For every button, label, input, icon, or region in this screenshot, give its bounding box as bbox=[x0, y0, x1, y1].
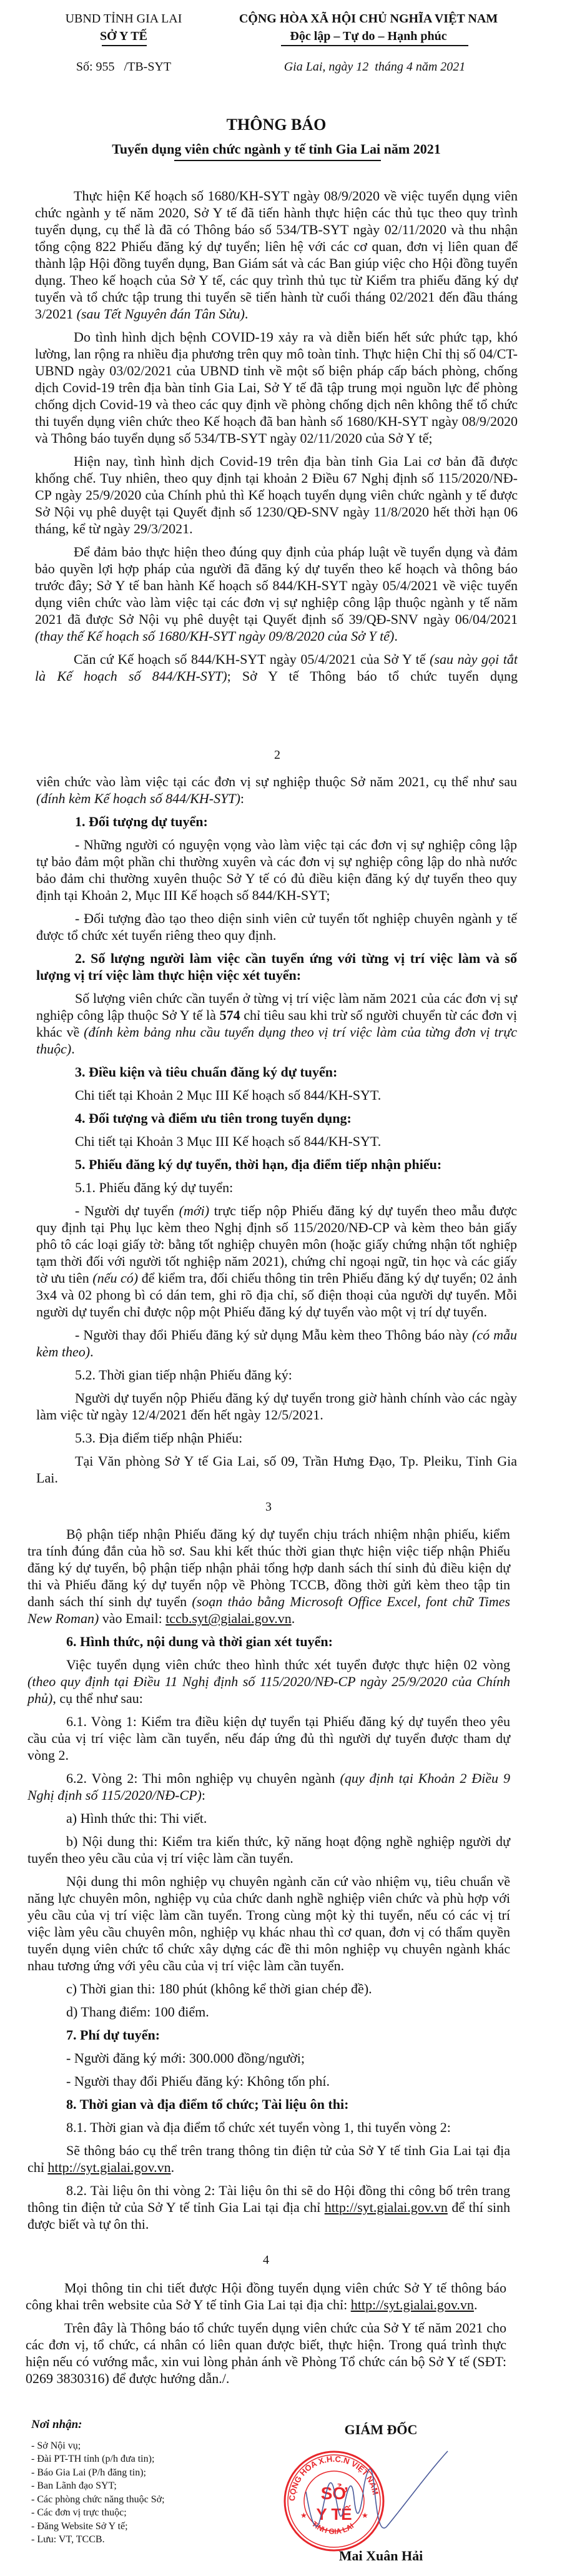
text: 3. Điều kiện và tiêu chuẩn đăng ký dự tuyển: bbox=[75, 1064, 338, 1080]
italic-text: (sau Tết Nguyên đán Tân Sửu) bbox=[76, 306, 245, 322]
paragraph bbox=[27, 1833, 510, 1867]
text: Mọi thông tin chi tiết được Hội đồng tuyển dụng viên chức Sở Y tế thông báo công khai trên website của Sở Y tế tỉnh Gia Lai tại địa chỉ: bbox=[26, 2280, 506, 2312]
text: Sẽ thông báo cụ thể trên trang thông tin điện tử của Sở Y tế tỉnh Gia Lai tại địa chỉ bbox=[27, 2143, 510, 2175]
text: Chi tiết tại Khoản 2 Mục III Kế hoạch số 844/KH-SYT. bbox=[75, 1087, 382, 1103]
italic-text: (đính kèm bảng nhu cầu tuyển dụng theo vị trí việc làm của từng đơn vị trực thuộc) bbox=[36, 1024, 518, 1057]
paragraph bbox=[36, 910, 517, 944]
text: d) Thang điểm: 100 điểm. bbox=[66, 2004, 209, 2020]
recipient-item: - Báo Gia Lai (P/h đăng tin); bbox=[31, 2467, 146, 2478]
recipient-item: - Ban Lãnh đạo SYT; bbox=[31, 2480, 117, 2491]
section-heading bbox=[27, 2026, 510, 2043]
page-number: 4 bbox=[263, 2253, 269, 2267]
text: trực tiếp nộp Phiếu đăng ký dự tuyển theo mẫu được quy định tại Phụ lục kèm theo Nghị định số 115/2020/NĐ-CP và kèm theo bản giấy phô tô các loại giấy tờ: bằng tốt nghiệp chuyên môn (hoặc giấy chứng nhận tốt nghiệp tạm thời đối với người tốt nghiệp năm 2021), chứng chỉ ngoại ngữ, tin học và các giấy tờ ưu tiên bbox=[36, 1203, 518, 1286]
paragraph bbox=[36, 1389, 517, 1423]
text: 7. Phí dự tuyển: bbox=[66, 2027, 160, 2043]
text: 5.1. Phiếu đăng ký dự tuyển: bbox=[75, 1180, 234, 1195]
paragraph bbox=[26, 2279, 506, 2313]
official-stamp-and-signature bbox=[278, 2448, 459, 2554]
document-subtitle: Tuyển dụng viên chức ngành y tế tỉnh Gia Lai năm 2021 bbox=[112, 141, 441, 157]
svg-text:★: ★ bbox=[300, 2511, 307, 2520]
paragraph bbox=[36, 773, 517, 807]
paragraph bbox=[35, 651, 518, 684]
text: 5.3. Địa điểm tiếp nhận Phiếu: bbox=[75, 1430, 243, 1446]
text: a) Hình thức thi: Thi viết. bbox=[66, 1810, 207, 1826]
recipients-title: Nơi nhận: bbox=[31, 2418, 82, 2431]
text: Thực hiện Kế hoạch số 1680/KH-SYT ngày 08/9/2020 về việc tuyển dụng viên chức ngành y tế năm 2020, Sở Y tế đã tiến hành thực hiện các thủ tục theo quy trình tuyển dụng, cụ thể là đã có Thông báo số 534/TB-SYT ngày 02/11/2020 và thu nhận tổng cộng 822 Phiếu đăng ký dự tuyển; liên hệ với các cơ quan, đơn vị liên quan để thành lập Hội đồng tuyển dụng, Ban Giám sát và các Ban giúp việc cho Hội đồng tuyển dụng. Theo kế hoạch của Sở Y tế, các quy trình thủ tục từ Kiểm tra phiếu đăng ký dự tuyển và tổ chức tập trung thi tuyển sẽ tiến hành từ cuối tháng 02/2021 đến đầu tháng 3/2021 bbox=[35, 188, 518, 322]
text: : bbox=[201, 1787, 206, 1803]
text: c) Thời gian thi: 180 phút (không kể thời gian chép đề). bbox=[66, 1981, 372, 1996]
recipients-block bbox=[31, 2418, 165, 2547]
agency-underline bbox=[102, 45, 147, 46]
signer-name: Mai Xuân Hải bbox=[338, 2548, 423, 2564]
text: . bbox=[473, 2297, 478, 2312]
text: - Người đăng ký mới: 300.000 đồng/người; bbox=[66, 2050, 305, 2066]
italic-text: (có mẫu kèm theo) bbox=[36, 1327, 518, 1360]
italic-text: (theo quy định tại Điều 11 Nghị định số 115/2020/NĐ-CP ngày 25/9/2020 của Chính phủ) bbox=[27, 1674, 510, 1706]
italic-text: (quy định tại Khoản 2 Điều 9 Nghị định số 115/2020/NĐ-CP) bbox=[27, 1770, 510, 1803]
italic-text: (nếu có) bbox=[92, 1270, 139, 1286]
text: chỉ tiêu sau khi trừ số người chuyển từ các đơn vị khác về bbox=[36, 1007, 517, 1040]
text: . bbox=[71, 1041, 75, 1057]
text: vào Email: bbox=[99, 1611, 166, 1626]
paragraph bbox=[35, 187, 518, 322]
text: - Người thay đổi Phiếu đăng ký: Không tốn phí. bbox=[66, 2073, 330, 2089]
paragraph bbox=[36, 990, 517, 1057]
paragraph bbox=[27, 1980, 510, 1997]
svg-text:CỘNG HÒA X.H.C.N VIỆT NAM: CỘNG HÒA X.H.C.N VIỆT NAM bbox=[287, 2454, 381, 2502]
paragraph bbox=[27, 1873, 510, 1974]
text: Việc tuyển dụng viên chức theo hình thức xét tuyển được thực hiện 02 vòng bbox=[66, 1657, 510, 1672]
paragraph bbox=[36, 1133, 517, 1150]
document-title: THÔNG BÁO bbox=[226, 116, 327, 134]
paragraph bbox=[26, 2319, 506, 2387]
text: , cụ thể như sau: bbox=[52, 1690, 143, 1706]
agency-parent: UBND TỈNH GIA LAI bbox=[65, 12, 182, 26]
nation-title: CỘNG HÒA XÃ HỘI CHỦ NGHĨA VIỆT NAM bbox=[239, 12, 498, 26]
svg-text:SỞ: SỞ bbox=[320, 2484, 348, 2503]
paragraph bbox=[27, 1526, 510, 1627]
link[interactable]: http://syt.gialai.gov.vn bbox=[47, 2159, 171, 2175]
text: 8. Thời gian và địa điểm tổ chức; Tài liệu ôn thi: bbox=[66, 2096, 349, 2112]
text: Bộ phận tiếp nhận Phiếu đăng ký dự tuyển chịu trách nhiệm nhận phiếu, kiểm tra tính đúng đắn của hồ sơ. Sau khi kết thúc thời gian thực hiện việc tiếp nhận Phiếu đăng ký dự tuyển, bộ phận tiếp nhận phải tổng hợp danh sách thí sinh đủ điều kiện dự thi và Phiếu đăng ký dự tuyển nộp về Phòng TCCB, đồng thời gửi kèm theo tập tin danh sách thí sinh dự tuyển bbox=[27, 1526, 510, 1609]
text: Căn cứ Kế hoạch số 844/KH-SYT ngày 05/4/2021 của Sở Y tế bbox=[74, 651, 430, 667]
italic-text: (soạn thảo bằng Microsoft Office Excel, font chữ Times New Roman) bbox=[27, 1594, 510, 1626]
text: để thí sinh được biết và tự ôn thi. bbox=[27, 2199, 511, 2232]
text: ; Sở Y tế Thông báo tổ chức tuyển dụng bbox=[227, 668, 518, 684]
paragraph bbox=[27, 2073, 510, 2090]
text: 6. Hình thức, nội dung và thời gian xét tuyển: bbox=[66, 1634, 333, 1649]
paragraph bbox=[36, 1366, 517, 1383]
text: để kiểm tra, đối chiếu thông tin trên Phiếu đăng ký dự tuyển; 02 ảnh 3x4 và 02 phong bì có dán tem, ghi rõ địa chỉ, số điện thoại của người dự tuyển. Mỗi người dự tuyển chỉ được nộp một Phiếu đăng ký dự tuyển vào một vị trí dự tuyển. bbox=[36, 1270, 517, 1320]
link[interactable]: http://syt.gialai.gov.vn bbox=[324, 2199, 448, 2215]
text: 5.2. Thời gian tiếp nhận Phiếu đăng ký: bbox=[75, 1367, 292, 1383]
paragraph bbox=[27, 1770, 510, 1804]
paragraph bbox=[27, 2182, 510, 2233]
paragraph bbox=[36, 1179, 517, 1196]
svg-text:Y TẾ: Y TẾ bbox=[316, 2505, 352, 2524]
recipient-item: - Sở Nội vụ; bbox=[31, 2440, 81, 2451]
text: Số lượng viên chức cần tuyển ở từng vị trí việc làm năm 2021 của các đơn vị sự nghiệp công lập thuộc Sở Y tế là bbox=[36, 990, 517, 1023]
recipient-item: - Đài PT-TH tỉnh (p/h đưa tin); bbox=[31, 2454, 155, 2464]
stamp-icon bbox=[285, 2452, 383, 2550]
section-heading bbox=[36, 813, 517, 830]
motto-underline bbox=[281, 45, 468, 46]
paragraph bbox=[27, 2050, 510, 2066]
text: . bbox=[291, 1611, 295, 1626]
recipient-item: - Lưu: VT, TCCB. bbox=[31, 2534, 105, 2545]
recipients-list bbox=[31, 2439, 165, 2547]
document-number: Số: 955 /TB-SYT bbox=[76, 60, 172, 74]
italic-text: (sau này gọi tắt là Kế hoạch số 844/KH-SYT) bbox=[35, 651, 518, 684]
text: Tại Văn phòng Sở Y tế Gia Lai, số 09, Trần Hưng Đạo, Tp. Pleiku, Tỉnh Gia Lai. bbox=[36, 1453, 517, 1486]
italic-text: (mới) bbox=[179, 1203, 210, 1218]
paragraph bbox=[36, 1453, 517, 1486]
text: - Người thay đổi Phiếu đăng ký sử dụng Mẫu kèm theo Thông báo này bbox=[75, 1327, 473, 1343]
text: . bbox=[90, 1344, 94, 1360]
place-date: Gia Lai, ngày 12 tháng 4 năm 2021 bbox=[283, 60, 466, 74]
signer-position: GIÁM ĐỐC bbox=[344, 2422, 418, 2437]
text: Nội dung thi môn nghiệp vụ chuyên ngành căn cứ vào nhiệm vụ, tiêu chuẩn về năng lực chuyên môn, nghiệp vụ của chức danh nghề nghiệp viên chức và phù hợp với yêu cầu của vị trí việc làm cần tuyển. Trong cùng một kỳ thi tuyển, nếu có các vị trí việc làm yêu cầu chuyên môn, nghiệp vụ khác nhau thì cơ quan, đơn vị có thẩm quyền tuyển dụng viên chức tổ chức xây dựng các đề thi môn nghiệp vụ chuyên ngành khác nhau tương ứng với yêu cầu của vị trí việc làm cần tuyển. bbox=[27, 1873, 510, 1973]
text: Do tình hình dịch bệnh COVID-19 xảy ra và diễn biến hết sức phức tạp, khó lường, lan rộng ra nhiều địa phương trên quy mô toàn tỉnh. Thực hiện Chỉ thị số 04/CT-UBND ngày 03/02/2021 của UBND tỉnh về một số biện pháp cấp bách phòng, chống dịch Covid-19 trên địa bàn tỉnh Gia Lai, Sở Y tế đã tập trung mọi nguồn lực để phòng chống dịch Covid-19 và theo các quy định về phòng chống dịch nên không thể tổ chức thi tuyển dụng viên chức theo Kế hoạch đã ban hành số 1680/KH-SYT ngày 08/9/2020 và Thông báo tuyển dụng số 534/TB-SYT ngày 02/11/2020 của Sở Y tế; bbox=[35, 329, 518, 446]
recipient-item: - Đăng Website Sở Y tế; bbox=[31, 2520, 128, 2532]
text: . bbox=[244, 306, 249, 322]
nation-motto: Độc lập – Tự do – Hạnh phúc bbox=[290, 29, 447, 43]
page-1-body bbox=[35, 187, 518, 691]
paragraph bbox=[36, 1326, 517, 1360]
paragraph bbox=[35, 453, 518, 537]
subtitle-underline bbox=[174, 160, 381, 161]
paragraph bbox=[36, 1087, 517, 1103]
italic-text: (thay thế Kế hoạch số 1680/KH-SYT ngày 09/8/2020 của Sở Y tế) bbox=[35, 628, 395, 644]
text: - Những người có nguyện vọng vào làm việc tại các đơn vị sự nghiệp công lập tự bảo đảm một phần chi thường xuyên và các đơn vị sự nghiệp công lập do nhà nước bảo đảm chi thường xuyên thuộc Sở Y tế có đủ điều kiện đăng ký dự tuyển theo quy định tại Khoản 2, Mục III Kế hoạch số 844/KH-SYT; bbox=[36, 837, 517, 903]
text: 1. Đối tượng dự tuyển: bbox=[75, 814, 208, 829]
section-heading bbox=[27, 2096, 510, 2113]
svg-text:TỈNH GIA LAI: TỈNH GIA LAI bbox=[310, 2519, 356, 2536]
page-number: 2 bbox=[274, 748, 280, 762]
paragraph bbox=[27, 1656, 510, 1707]
text: Chi tiết tại Khoản 3 Mục III Kế hoạch số 844/KH-SYT. bbox=[75, 1133, 382, 1149]
section-heading bbox=[27, 1633, 510, 1650]
paragraph bbox=[36, 836, 517, 904]
paragraph bbox=[27, 2003, 510, 2020]
paragraph bbox=[36, 1429, 517, 1446]
section-heading bbox=[36, 1110, 517, 1127]
text: 4. Đối tượng và điểm ưu tiên trong tuyển dụng: bbox=[75, 1110, 352, 1126]
paragraph bbox=[35, 328, 518, 447]
paragraph bbox=[35, 543, 518, 644]
text: - Người dự tuyển bbox=[75, 1203, 179, 1218]
text: . bbox=[394, 628, 398, 644]
page-4-body bbox=[26, 2279, 506, 2393]
section-heading bbox=[36, 950, 517, 984]
section-heading bbox=[36, 1063, 517, 1080]
text: . bbox=[170, 2159, 175, 2175]
recipient-item: - Các phòng chức năng thuộc Sở; bbox=[31, 2494, 165, 2505]
agency-name: SỞ Y TẾ bbox=[100, 29, 147, 43]
section-heading bbox=[36, 1156, 517, 1173]
text: 2. Số lượng người làm việc cần tuyển ứng với từng vị trí việc làm và số lượng vị trí việc làm thực hiện việc xét tuyển: bbox=[36, 950, 517, 983]
page-2-body bbox=[36, 773, 517, 1493]
text: b) Nội dung thi: Kiểm tra kiến thức, kỹ năng hoạt động nghề nghiệp người dự tuyển theo yêu cầu của vị trí việc làm cần tuyển. bbox=[27, 1833, 510, 1866]
recipient-item: - Các đơn vị trực thuộc; bbox=[31, 2507, 127, 2518]
paragraph bbox=[27, 2142, 510, 2176]
text: 6.2. Vòng 2: Thi môn nghiệp vụ chuyên ngành bbox=[66, 1770, 340, 1786]
paragraph bbox=[27, 1713, 510, 1764]
text: 8.1. Thời gian và địa điểm tổ chức xét tuyển vòng 1, thi tuyển vòng 2: bbox=[66, 2120, 451, 2135]
paragraph bbox=[36, 1202, 517, 1320]
page-3-body bbox=[27, 1526, 510, 2239]
text: Để đảm bảo thực hiện theo đúng quy định của pháp luật về tuyển dụng và đảm bảo quyền lợi hợp pháp của người đã đăng ký dự tuyển theo kế hoạch và thông báo trước đây; Sở Y tế ban hành Kế hoạch số 844/KH-SYT ngày 05/4/2021 về việc tuyển dụng viên chức vào làm việc tại các đơn vị sự nghiệp công lập thuộc ngành y tế năm 2021 đã được Sở Nội vụ phê duyệt tại Quyết định số 39/QĐ-SNV ngày 06/04/2021 bbox=[35, 544, 518, 627]
text: Trên đây là Thông báo tổ chức tuyển dụng viên chức của Sở Y tế năm 2021 cho các đơn vị, tổ chức, cá nhân có liên quan được biết, thực hiện. Trong quá trình thực hiện nếu có vướng mắc, xin vui lòng phản ánh về Phòng Tổ chức cán bộ Sở Y tế (SĐT: 0269 3830316) để được hướng dẫn./. bbox=[26, 2320, 506, 2386]
text: viên chức vào làm việc tại các đơn vị sự nghiệp thuộc Sở năm 2021, cụ thể như sau bbox=[36, 774, 517, 789]
page-number: 3 bbox=[265, 1500, 272, 1514]
text: : bbox=[240, 791, 245, 806]
link[interactable]: tccb.syt@gialai.gov.vn bbox=[165, 1611, 292, 1626]
text: 8.2. Tài liệu ôn thi vòng 2: Tài liệu ôn thi sẽ do Hội đồng thi công bố trên trang thông tin điện tử của Sở Y tế tỉnh Gia Lai tại địa chỉ bbox=[27, 2183, 510, 2215]
svg-text:★: ★ bbox=[362, 2511, 368, 2520]
text: 6.1. Vòng 1: Kiểm tra điều kiện dự tuyển tại Phiếu đăng ký dự tuyển theo yêu cầu của vị trí việc làm cần tuyển, nếu đáp ứng đủ thì người dự tuyển được tham dự vòng 2. bbox=[27, 1714, 510, 1763]
italic-text: (đính kèm Kế hoạch số 844/KH-SYT) bbox=[36, 791, 240, 806]
paragraph bbox=[27, 2119, 510, 2136]
paragraph bbox=[27, 1810, 510, 1827]
text: Hiện nay, tình hình dịch Covid-19 trên địa bàn tỉnh Gia Lai cơ bản đã được khống chế. Tuy nhiên, theo quy định tại khoản 2 Điều 67 Nghị định số 115/2020/NĐ-CP ngày 25/9/2020 của Chính phủ thì Kế hoạch tuyển dụng viên chức ngành y tế được Sở Nội vụ phê duyệt tại Quyết định số 1230/QĐ-SNV ngày 11/8/2020 hết thời hạn 06 tháng, kể từ ngày 29/3/2021. bbox=[35, 453, 518, 536]
link[interactable]: http://syt.gialai.gov.vn bbox=[350, 2297, 474, 2312]
bold-text: 574 bbox=[219, 1007, 240, 1023]
text: Người dự tuyển nộp Phiếu đăng ký dự tuyển trong giờ hành chính vào các ngày làm việc từ ngày 12/4/2021 đến hết ngày 12/5/2021. bbox=[36, 1390, 517, 1423]
text: 5. Phiếu đăng ký dự tuyển, thời hạn, địa điểm tiếp nhận phiếu: bbox=[75, 1157, 442, 1172]
text: - Đối tượng đào tạo theo diện sinh viên cử tuyển tốt nghiệp chuyên ngành y tế được tổ chức xét tuyển riêng theo quy định. bbox=[36, 910, 517, 943]
